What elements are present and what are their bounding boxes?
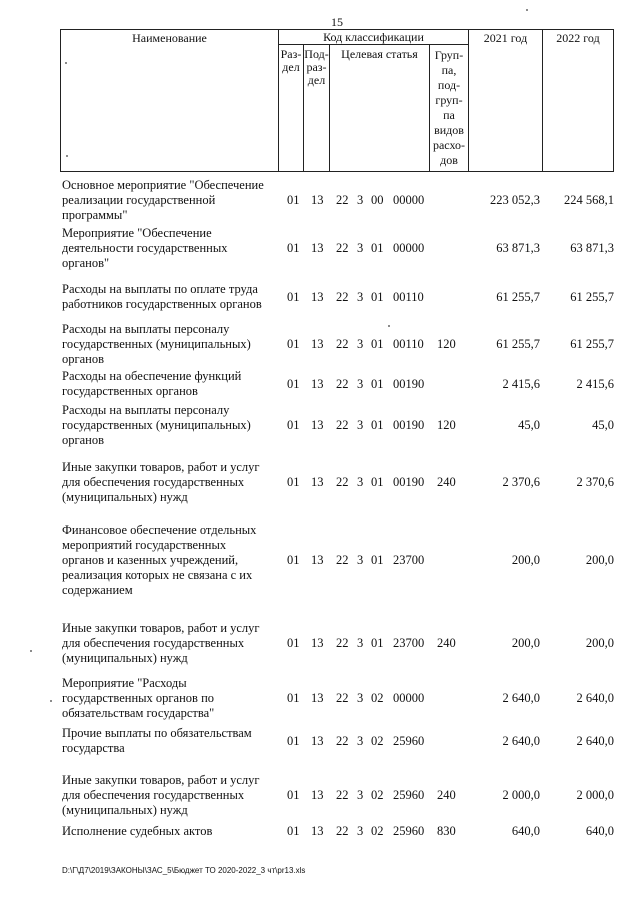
- header-2021-label: 2021 год: [483, 31, 528, 45]
- amount-2022: 2 640,0: [576, 691, 614, 705]
- target-program-code: 22: [336, 418, 349, 432]
- row-name-line: государственных (муниципальных): [62, 337, 251, 351]
- row-name-line: государства: [62, 741, 125, 755]
- amount-2022: 224 568,1: [564, 193, 614, 207]
- target-event-code: 02: [371, 734, 384, 748]
- amount-2021: 200,0: [511, 553, 540, 567]
- row-name-line: программы": [62, 208, 128, 222]
- row-name-line: органов: [62, 433, 105, 447]
- row-name-line: содержанием: [62, 583, 133, 597]
- amount-2021: 640,0: [511, 824, 540, 838]
- target-subprogram-code: 3: [357, 337, 364, 351]
- row-name: [62, 178, 267, 223]
- row-name-line: государственных органов: [62, 384, 198, 398]
- target-direction-code: 00110: [393, 290, 424, 304]
- header-podrazdel-line: дел: [307, 73, 326, 87]
- target-program-code: 22: [336, 734, 349, 748]
- header-razdel-label: [278, 48, 304, 74]
- header-gruppa-line: Груп-: [434, 48, 464, 62]
- target-subprogram-code: 3: [357, 241, 364, 255]
- razdel-code: 01: [287, 691, 300, 705]
- target-direction-code: 25960: [393, 824, 425, 838]
- target-direction-code: 00190: [393, 475, 425, 489]
- target-program-code: 22: [336, 636, 349, 650]
- expense-type-code: 240: [437, 636, 456, 650]
- target-event-code: 00: [371, 193, 384, 207]
- target-subprogram-code: 3: [357, 824, 364, 838]
- podrazdel-code: 13: [311, 788, 324, 802]
- target-program-code: 22: [336, 290, 349, 304]
- podrazdel-code: 13: [311, 337, 324, 351]
- amount-2021: 200,0: [511, 636, 540, 650]
- scan-speck: [66, 155, 68, 157]
- razdel-code: 01: [287, 636, 300, 650]
- header-2022-cell: [542, 29, 614, 172]
- row-name-line: органов": [62, 256, 110, 270]
- amount-2022: 61 255,7: [570, 337, 614, 351]
- target-subprogram-code: 3: [357, 636, 364, 650]
- row-name: [62, 322, 267, 367]
- amount-2021: 2 000,0: [502, 788, 540, 802]
- target-program-code: 22: [336, 193, 349, 207]
- amount-2022: 2 640,0: [576, 734, 614, 748]
- target-subprogram-code: 3: [357, 691, 364, 705]
- target-program-code: 22: [336, 377, 349, 391]
- target-event-code: 02: [371, 691, 384, 705]
- row-name-line: (муниципальных) нужд: [62, 651, 188, 665]
- razdel-code: 01: [287, 824, 300, 838]
- razdel-code: 01: [287, 734, 300, 748]
- target-program-code: 22: [336, 475, 349, 489]
- target-direction-code: 23700: [393, 553, 425, 567]
- row-name: [62, 282, 267, 312]
- row-name-line: органов: [62, 352, 105, 366]
- podrazdel-code: 13: [311, 636, 324, 650]
- row-name-line: Расходы на обеспечение функций: [62, 369, 242, 383]
- row-name-line: реализация которых не связана с их: [62, 568, 253, 582]
- header-gruppa-line: расхо-: [432, 138, 466, 152]
- target-program-code: 22: [336, 788, 349, 802]
- razdel-code: 01: [287, 290, 300, 304]
- amount-2021: 223 052,3: [490, 193, 540, 207]
- target-event-code: 02: [371, 824, 384, 838]
- podrazdel-code: 13: [311, 691, 324, 705]
- target-direction-code: 23700: [393, 636, 425, 650]
- target-event-code: 01: [371, 475, 384, 489]
- header-gruppa-line: видов: [434, 123, 464, 137]
- row-name: [62, 621, 267, 666]
- row-name: [62, 369, 267, 399]
- row-name-line: Прочие выплаты по обязательствам: [62, 726, 252, 740]
- header-celevaya-label: Целевая статья: [341, 47, 418, 61]
- header-2022-label: 2022 год: [556, 31, 600, 45]
- row-name-line: для обеспечения государственных: [62, 636, 245, 650]
- row-name-line: деятельности государственных: [62, 241, 228, 255]
- podrazdel-code: 13: [311, 475, 324, 489]
- scan-speck: [388, 325, 390, 327]
- amount-2022: 61 255,7: [570, 290, 614, 304]
- target-direction-code: 00000: [393, 193, 425, 207]
- target-subprogram-code: 3: [357, 788, 364, 802]
- target-subprogram-code: 3: [357, 475, 364, 489]
- header-razdel-line: дел: [282, 60, 300, 74]
- target-direction-code: 00190: [393, 377, 425, 391]
- row-name-line: Мероприятие "Расходы: [62, 676, 187, 690]
- row-name-line: реализации государственной: [62, 193, 216, 207]
- scan-speck: [30, 650, 32, 652]
- target-event-code: 01: [371, 290, 384, 304]
- target-direction-code: 00110: [393, 337, 424, 351]
- row-name-line: Иные закупки товаров, работ и услуг: [62, 460, 260, 474]
- header-gruppa-line: дов: [440, 153, 458, 167]
- razdel-code: 01: [287, 418, 300, 432]
- target-program-code: 22: [336, 241, 349, 255]
- target-subprogram-code: 3: [357, 290, 364, 304]
- razdel-code: 01: [287, 241, 300, 255]
- header-gruppa-line: па: [443, 108, 455, 122]
- razdel-code: 01: [287, 475, 300, 489]
- amount-2021: 2 415,6: [502, 377, 540, 391]
- razdel-code: 01: [287, 788, 300, 802]
- scan-speck: [526, 9, 528, 11]
- target-event-code: 01: [371, 553, 384, 567]
- podrazdel-code: 13: [311, 241, 324, 255]
- row-name-line: Мероприятие "Обеспечение: [62, 226, 212, 240]
- target-direction-code: 00190: [393, 418, 425, 432]
- amount-2021: 2 370,6: [502, 475, 540, 489]
- podrazdel-code: 13: [311, 193, 324, 207]
- header-gruppa-line: па,: [441, 63, 457, 77]
- target-program-code: 22: [336, 337, 349, 351]
- header-razdel-line: Раз-: [280, 47, 302, 61]
- header-name-label: Наименование: [132, 31, 207, 45]
- header-celevaya-cell: [329, 44, 430, 172]
- amount-2022: 640,0: [585, 824, 614, 838]
- header-podrazdel-label: [303, 48, 330, 87]
- target-event-code: 01: [371, 241, 384, 255]
- row-name: [62, 226, 267, 271]
- amount-2021: 63 871,3: [496, 241, 540, 255]
- row-name: [62, 460, 267, 505]
- target-program-code: 22: [336, 691, 349, 705]
- amount-2021: 45,0: [518, 418, 540, 432]
- header-gruppa-line: груп-: [435, 93, 463, 107]
- row-name-line: Иные закупки товаров, работ и услуг: [62, 621, 260, 635]
- target-event-code: 01: [371, 418, 384, 432]
- target-event-code: 01: [371, 636, 384, 650]
- header-2021-cell: [468, 29, 543, 172]
- file-path-footer: D:\Г\Д7\2019\ЗАКОНЫ\ЗАС_5\Бюджет ТО 2020-2022_3 чт\pr13.xls: [62, 866, 306, 875]
- expense-type-code: 240: [437, 788, 456, 802]
- amount-2021: 2 640,0: [502, 734, 540, 748]
- row-name: [62, 403, 267, 448]
- row-name-line: государственных (муниципальных): [62, 418, 251, 432]
- row-name: [62, 773, 267, 818]
- row-name: [62, 726, 267, 756]
- header-podrazdel-line: Под-: [304, 47, 329, 61]
- row-name-line: обязательствам государства": [62, 706, 215, 720]
- target-event-code: 01: [371, 337, 384, 351]
- header-podrazdel-line: раз-: [306, 60, 327, 74]
- scan-speck: [50, 700, 52, 702]
- podrazdel-code: 13: [311, 824, 324, 838]
- row-name-line: Исполнение судебных актов: [62, 824, 213, 838]
- amount-2022: 2 370,6: [576, 475, 614, 489]
- amount-2021: 2 640,0: [502, 691, 540, 705]
- target-direction-code: 00000: [393, 691, 425, 705]
- header-name-cell: [60, 29, 279, 172]
- razdel-code: 01: [287, 377, 300, 391]
- target-subprogram-code: 3: [357, 734, 364, 748]
- row-name-line: для обеспечения государственных: [62, 788, 245, 802]
- target-subprogram-code: 3: [357, 193, 364, 207]
- row-name-line: Расходы на выплаты персоналу: [62, 322, 230, 336]
- row-name-line: органов и казенных учреждений,: [62, 553, 239, 567]
- amount-2022: 2 415,6: [576, 377, 614, 391]
- expense-type-code: 830: [437, 824, 456, 838]
- target-direction-code: 25960: [393, 734, 425, 748]
- row-name-line: Иные закупки товаров, работ и услуг: [62, 773, 260, 787]
- target-subprogram-code: 3: [357, 377, 364, 391]
- header-gruppa-label: [429, 48, 469, 168]
- target-program-code: 22: [336, 553, 349, 567]
- page-number: 15: [331, 15, 343, 29]
- row-name-line: Расходы на выплаты персоналу: [62, 403, 230, 417]
- expense-type-code: 120: [437, 418, 456, 432]
- amount-2022: 2 000,0: [576, 788, 614, 802]
- row-name-line: Финансовое обеспечение отдельных: [62, 523, 257, 537]
- target-event-code: 02: [371, 788, 384, 802]
- row-name-line: для обеспечения государственных: [62, 475, 245, 489]
- razdel-code: 01: [287, 193, 300, 207]
- row-name-line: Основное мероприятие "Обеспечение: [62, 178, 264, 192]
- podrazdel-code: 13: [311, 553, 324, 567]
- target-event-code: 01: [371, 377, 384, 391]
- expense-type-code: 120: [437, 337, 456, 351]
- target-subprogram-code: 3: [357, 418, 364, 432]
- target-direction-code: 25960: [393, 788, 425, 802]
- target-subprogram-code: 3: [357, 553, 364, 567]
- amount-2022: 45,0: [592, 418, 614, 432]
- target-program-code: 22: [336, 824, 349, 838]
- podrazdel-code: 13: [311, 377, 324, 391]
- razdel-code: 01: [287, 337, 300, 351]
- row-name-line: (муниципальных) нужд: [62, 490, 188, 504]
- amount-2021: 61 255,7: [496, 290, 540, 304]
- row-name-line: Расходы на выплаты по оплате труда: [62, 282, 258, 296]
- row-name: [62, 676, 267, 721]
- amount-2022: 63 871,3: [570, 241, 614, 255]
- podrazdel-code: 13: [311, 290, 324, 304]
- row-name-line: (муниципальных) нужд: [62, 803, 188, 817]
- header-classification-label: Код классификации: [323, 30, 424, 44]
- row-name: [62, 824, 267, 839]
- target-direction-code: 00000: [393, 241, 425, 255]
- row-name: [62, 523, 267, 598]
- row-name-line: работников государственных органов: [62, 297, 262, 311]
- scan-speck: [65, 62, 67, 64]
- razdel-code: 01: [287, 553, 300, 567]
- podrazdel-code: 13: [311, 734, 324, 748]
- header-gruppa-line: под-: [437, 78, 461, 92]
- podrazdel-code: 13: [311, 418, 324, 432]
- amount-2022: 200,0: [585, 636, 614, 650]
- amount-2021: 61 255,7: [496, 337, 540, 351]
- row-name-line: мероприятий государственных: [62, 538, 227, 552]
- amount-2022: 200,0: [585, 553, 614, 567]
- expense-type-code: 240: [437, 475, 456, 489]
- row-name-line: государственных органов по: [62, 691, 215, 705]
